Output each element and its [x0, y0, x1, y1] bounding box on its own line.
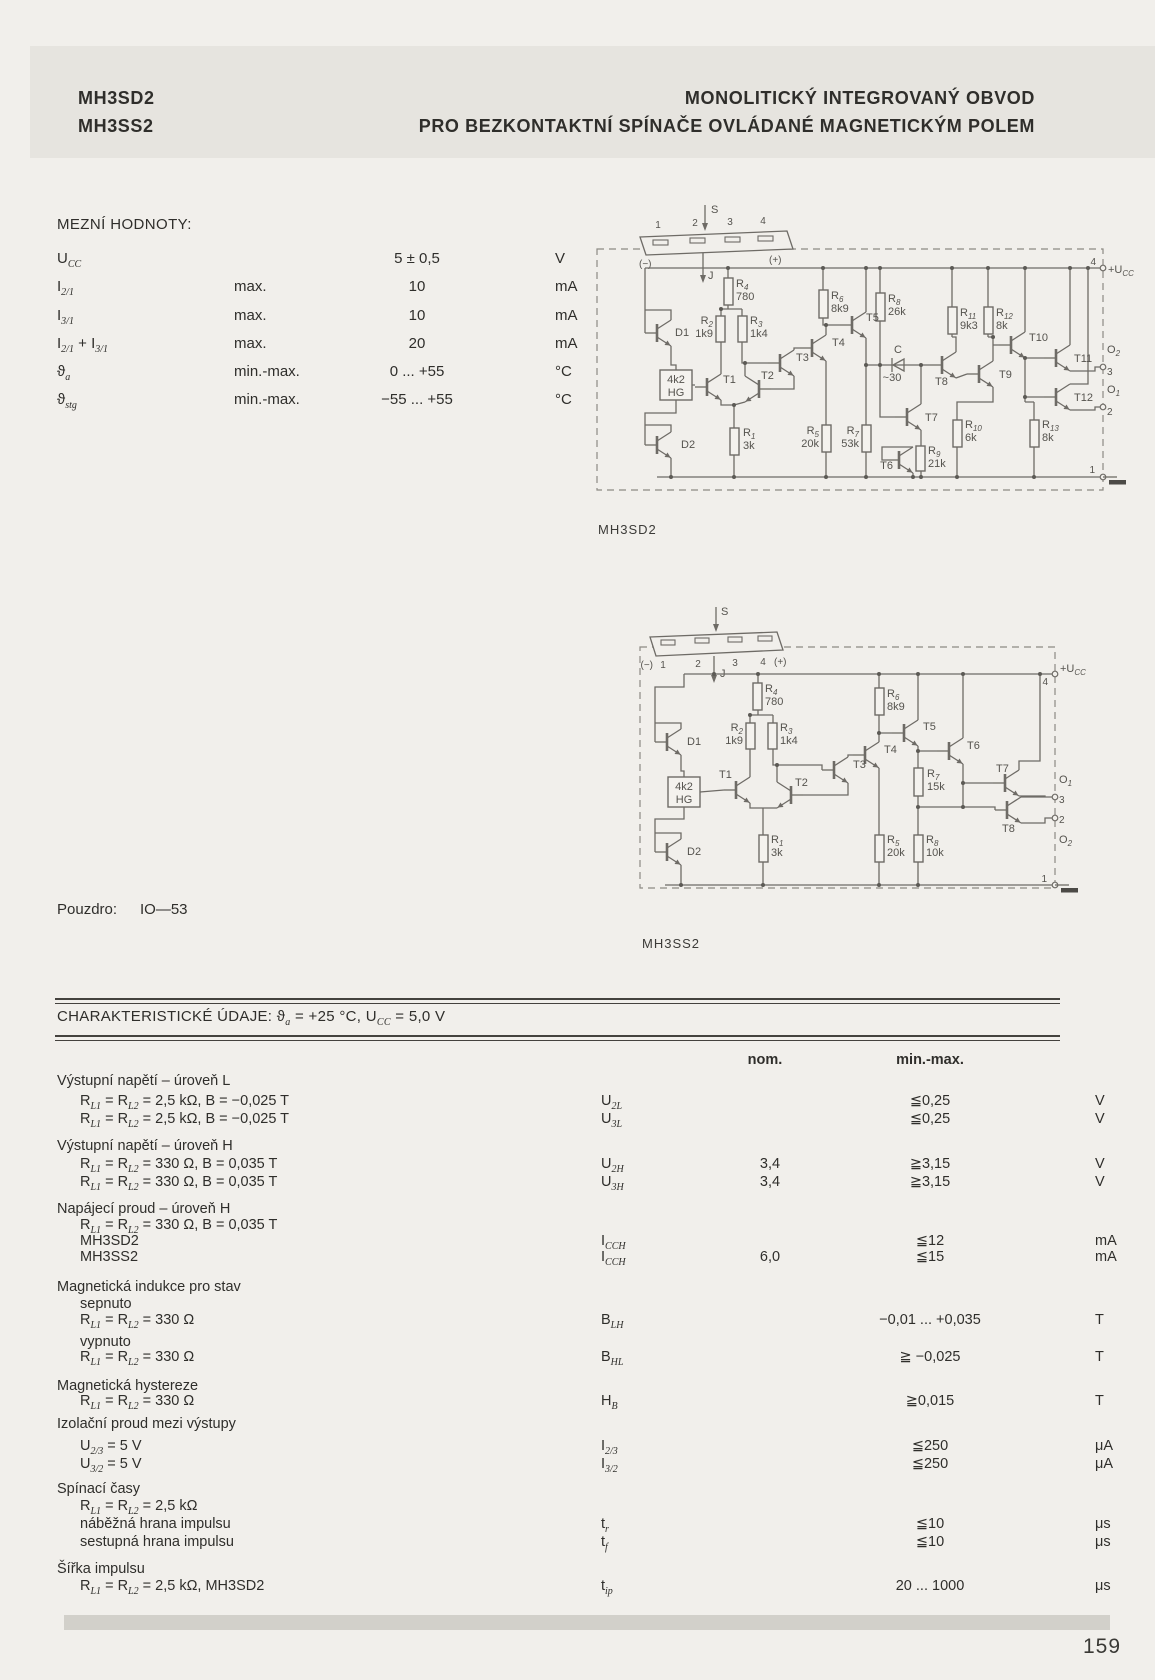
pin-number: 2	[1107, 407, 1113, 418]
table-section-heading: Izolační proud mezi výstupy	[57, 1416, 236, 1432]
resistor-value: 26k	[888, 306, 906, 318]
resistor-label: $R_8$	[888, 293, 901, 307]
unit: °C	[555, 391, 572, 408]
minmax-value: ≦250	[911, 1456, 949, 1472]
resistor-value: 21k	[928, 458, 946, 470]
minmax-value: ≦0,25	[909, 1111, 951, 1127]
condition: $U_{3/2} = 5$ V	[80, 1456, 142, 1475]
value: −55 ... +55	[381, 391, 453, 408]
resistor-label: $R_9$	[928, 445, 941, 459]
table-rule	[55, 1040, 1060, 1041]
resistor-label: $R_5$	[887, 834, 900, 848]
unit: °C	[555, 363, 572, 380]
value: 10	[408, 278, 426, 295]
circuit-wires	[655, 674, 1055, 885]
column-header-nom: nom.	[747, 1052, 783, 1068]
symbol: $H_B$	[601, 1393, 618, 1412]
condition: $R_{L1} = R_{L2} = 330$ Ω	[80, 1349, 195, 1368]
unit: V	[1095, 1111, 1105, 1127]
resistor-label: $R_3$	[750, 315, 763, 329]
resistor-label: $R_{13}$	[1042, 419, 1059, 433]
table-row	[55, 1516, 1155, 1536]
resistor-value: 53k	[841, 438, 859, 450]
title-line-2: PRO BEZKONTAKTNÍ SPÍNAČE OVLÁDANÉ MAGNETICKÝM POLEM	[418, 116, 1035, 136]
table-section-heading: Magnetická indukce pro stav	[57, 1279, 241, 1295]
capacitor-name: C	[894, 344, 902, 356]
table-condition-line: sepnuto	[80, 1296, 132, 1312]
minmax-value: ≧0,015	[905, 1393, 955, 1409]
unit: T	[1095, 1349, 1104, 1365]
transistor-label: T5	[923, 721, 936, 733]
minmax-value: ≦10	[915, 1516, 945, 1532]
table-rule	[55, 1035, 1060, 1037]
schematic-caption-ss2: MH3SS2	[642, 936, 701, 951]
condition: $R_{L1} = R_{L2} = 2,5$ kΩ, B = −0,025 T	[80, 1111, 290, 1130]
schematic-caption-sd2: MH3SD2	[598, 522, 657, 537]
characteristics-heading: CHARAKTERISTICKÉ ÚDAJE: $ϑ_a = +25$ °C, $U_{CC} = 5,0$ V	[57, 1008, 446, 1028]
minmax-value: −0,01 ... +0,035	[879, 1312, 981, 1328]
condition: $R_{L1} = R_{L2} = 330$ Ω, B = 0,035 T	[80, 1217, 278, 1236]
minmax-value: ≧ −0,025	[899, 1349, 961, 1365]
nom-value: 3,4	[759, 1174, 781, 1190]
resistor-value: 8k9	[887, 701, 905, 713]
condition: max.	[234, 278, 267, 295]
pin-number: 1	[1041, 874, 1047, 885]
unit: μs	[1095, 1578, 1111, 1594]
symbol: $I_{2/3}$	[601, 1438, 618, 1457]
transistor-label: T1	[723, 374, 736, 386]
value: 10	[408, 307, 426, 324]
resistor-label: $R_8$	[926, 834, 939, 848]
part-number-2: MH3SS2	[78, 116, 154, 136]
transistor-label: D1	[687, 736, 702, 748]
resistor-label: $R_4$	[765, 683, 778, 697]
pin-number: 3	[1059, 795, 1065, 806]
condition: sestupná hrana impulsu	[80, 1534, 234, 1550]
hall-current-label: J	[720, 668, 726, 680]
transistor-label: T11	[1074, 353, 1093, 365]
unit: mA	[1095, 1233, 1117, 1249]
pin-number: 3	[732, 658, 738, 669]
symbol: $U_{3H}$	[601, 1174, 624, 1193]
condition: MH3SS2	[80, 1249, 139, 1265]
condition: $R_{L1} = R_{L2} = 330$ Ω, B = 0,035 T	[80, 1156, 278, 1175]
part-number-1: MH3SD2	[78, 88, 155, 108]
condition: min.-max.	[234, 363, 300, 380]
resistor-label: $R_6$	[831, 290, 844, 304]
resistor-value: 20k	[887, 847, 905, 859]
condition: $R_{L1} = R_{L2} = 2,5$ kΩ, B = −0,025 T	[80, 1093, 290, 1112]
limits-heading: MEZNÍ HODNOTY:	[57, 216, 192, 233]
limits-row	[57, 391, 657, 413]
magnet-arrow-label: S	[711, 204, 719, 216]
minmax-value: ≧3,15	[909, 1174, 951, 1190]
page-title	[335, 84, 1035, 140]
table-rule	[55, 1003, 1060, 1004]
resistor-label: $R_5$	[806, 425, 819, 439]
transistor-label: T7	[996, 763, 1009, 775]
transistors	[655, 720, 1021, 865]
symbol: $t_{ip}$	[601, 1578, 613, 1597]
condition: $U_{2/3} = 5$ V	[80, 1438, 142, 1457]
pin-number: 3	[1107, 367, 1113, 378]
package-info	[57, 901, 357, 918]
hall-generator-name: HG	[667, 387, 685, 399]
transistor-label: T3	[796, 352, 809, 364]
unit: μA	[1095, 1438, 1114, 1454]
symbol: $I_{CCH}$	[601, 1233, 626, 1252]
resistor-label: $R_{12}$	[996, 307, 1013, 321]
value: 0 ... +55	[389, 363, 445, 380]
vcc-label: $+U_{CC}$	[1108, 264, 1134, 278]
table-section-heading: Napájecí proud – úroveň H	[57, 1201, 231, 1217]
symbol: $I_{3/2}$	[601, 1456, 618, 1475]
characteristics-table	[55, 1060, 1155, 1620]
value: 5 ± 0,5	[394, 250, 440, 267]
table-row	[55, 1393, 1155, 1413]
ic-pins	[1041, 663, 1086, 893]
condition: $R_{L1} = R_{L2} = 2,5$ kΩ, MH3SD2	[80, 1578, 265, 1597]
capacitor-diode	[883, 344, 904, 384]
pin-number: 4	[1042, 677, 1048, 688]
minmax-value: 20 ... 1000	[895, 1578, 965, 1594]
table-section-heading: Výstupní napětí – úroveň H	[57, 1138, 233, 1154]
condition: $R_{L1} = R_{L2} = 330$ Ω, B = 0,035 T	[80, 1174, 278, 1193]
transistor-label: T1	[719, 769, 732, 781]
value: 20	[408, 335, 426, 352]
resistor-label: $R_2$	[700, 315, 713, 329]
parameter: $I_{2/1} + I_{3/1}$	[57, 335, 109, 355]
transistor-label: D2	[687, 846, 702, 858]
pin-number: 2	[692, 218, 698, 229]
hall-generator-value: 4k2	[675, 781, 693, 793]
symbol: $B_{LH}$	[601, 1312, 624, 1331]
resistor-value: 20k	[801, 438, 819, 450]
unit: μA	[1095, 1456, 1114, 1472]
package-symbol	[641, 606, 787, 683]
transistor-label: T8	[935, 376, 948, 388]
resistor-value: 780	[736, 291, 755, 303]
pin-number: 1	[655, 220, 661, 231]
unit: V	[1095, 1156, 1105, 1172]
symbol: $U_{3L}$	[601, 1111, 623, 1130]
absolute-maximum-ratings	[57, 216, 657, 416]
resistor-value: 8k	[996, 320, 1008, 332]
transistor-label: T6	[967, 740, 980, 752]
symbol: $t_r$	[601, 1516, 609, 1535]
resistor-value: 15k	[927, 781, 945, 793]
resistor-label: $R_2$	[730, 722, 743, 736]
resistor-label: $R_4$	[736, 278, 749, 292]
resistor-label: $R_{10}$	[965, 419, 982, 433]
transistor-label: T2	[795, 777, 808, 789]
page-number: 159	[1083, 1635, 1122, 1658]
resistor-value: 780	[765, 696, 784, 708]
unit: V	[1095, 1093, 1105, 1109]
transistor-label: T8	[1002, 823, 1015, 835]
transistor-label: T5	[866, 312, 879, 324]
transistor-label: D2	[681, 439, 696, 451]
resistor-label: $R_6$	[887, 688, 900, 702]
output-label: $O_1$	[1059, 774, 1073, 788]
unit: T	[1095, 1393, 1104, 1409]
output-label: $O_2$	[1059, 834, 1073, 848]
package-label: Pouzdro:	[57, 901, 118, 918]
table-row	[55, 1438, 1155, 1458]
hall-generator-name: HG	[675, 794, 693, 806]
pin-number: 1	[660, 660, 666, 671]
parameter: $U_{CC}$	[57, 250, 82, 270]
table-section-heading: Výstupní napětí – úroveň L	[57, 1073, 231, 1089]
magnet-arrow-label: S	[721, 606, 729, 618]
table-row	[55, 1578, 1155, 1598]
minmax-value: ≦0,25	[909, 1093, 951, 1109]
mh3ss2-schematic	[595, 575, 1140, 895]
condition: $R_{L1} = R_{L2} = 2,5$ kΩ	[80, 1498, 198, 1517]
table-row	[55, 1456, 1155, 1476]
transistor-label: T12	[1074, 392, 1093, 404]
condition: $R_{L1} = R_{L2} = 330$ Ω	[80, 1312, 195, 1331]
table-row	[55, 1093, 1155, 1113]
pin-number: 4	[760, 657, 766, 668]
parameter: $ϑ_a$	[57, 363, 71, 383]
table-condition-line	[55, 1498, 1155, 1518]
resistor-value: 1k4	[750, 328, 768, 340]
table-row	[55, 1249, 1155, 1269]
resistor-label: $R_3$	[780, 722, 793, 736]
resistor-value: 1k4	[780, 735, 798, 747]
column-header-minmax: min.-max.	[896, 1052, 964, 1068]
table-row	[55, 1174, 1155, 1194]
pin-number: 4	[760, 216, 766, 227]
unit: mA	[555, 335, 578, 352]
transistor-label: T3	[853, 759, 866, 771]
condition: MH3SD2	[80, 1233, 139, 1249]
condition: $R_{L1} = R_{L2} = 330$ Ω	[80, 1393, 195, 1412]
table-condition-line: vypnuto	[80, 1334, 131, 1350]
table-row	[55, 1534, 1155, 1554]
resistor-value: 8k9	[831, 303, 849, 315]
pin-number: 2	[1059, 815, 1065, 826]
limits-row	[57, 250, 657, 272]
junction-dots	[679, 672, 1042, 887]
parameter: $I_{3/1}$	[57, 307, 74, 327]
symbol: $t_f$	[601, 1534, 608, 1553]
resistor-value: 9k3	[960, 320, 978, 332]
parameter: $I_{2/1}$	[57, 278, 74, 298]
limits-row	[57, 363, 657, 385]
unit: mA	[555, 307, 578, 324]
transistor-label: T2	[761, 370, 774, 382]
resistor-value: 1k9	[695, 328, 713, 340]
plus-terminal: (+)	[769, 255, 782, 266]
transistor-label: T9	[999, 369, 1012, 381]
condition: max.	[234, 307, 267, 324]
table-section-heading: Magnetická hystereze	[57, 1378, 199, 1394]
resistor-value: 1k9	[725, 735, 743, 747]
vcc-label: $+U_{CC}$	[1060, 663, 1086, 677]
hall-generator	[668, 777, 700, 807]
title-line-1: MONOLITICKÝ INTEGROVANÝ OBVOD	[684, 88, 1035, 108]
resistor-label: $R_1$	[771, 834, 784, 848]
pin-number: 1	[1089, 465, 1095, 476]
pin-number: 2	[695, 659, 701, 670]
unit: μs	[1095, 1534, 1111, 1550]
resistor-value: 8k	[1042, 432, 1054, 444]
symbol: $I_{CCH}$	[601, 1249, 626, 1268]
unit: μs	[1095, 1516, 1111, 1532]
minmax-value: ≦12	[915, 1233, 945, 1249]
minmax-value: ≦250	[911, 1438, 949, 1454]
ic-boundary	[640, 647, 1055, 888]
hall-current-label: J	[708, 270, 714, 282]
table-row	[55, 1312, 1155, 1332]
minmax-value: ≧3,15	[909, 1156, 951, 1172]
table-rule	[55, 998, 1060, 1000]
table-row	[55, 1111, 1155, 1131]
minmax-value: ≦10	[915, 1534, 945, 1550]
hall-generator	[660, 370, 692, 400]
symbol: $U_{2L}$	[601, 1093, 623, 1112]
resistor-value: 6k	[965, 432, 977, 444]
condition: max.	[234, 335, 267, 352]
limits-row	[57, 335, 657, 357]
part-numbers	[78, 84, 155, 140]
nom-value: 6,0	[759, 1249, 781, 1265]
parameter: $ϑ_{stg}$	[57, 391, 77, 411]
minus-terminal: (−)	[639, 259, 652, 270]
unit: V	[1095, 1174, 1105, 1190]
unit: mA	[555, 278, 578, 295]
hall-generator-value: 4k2	[667, 374, 685, 386]
pin-number: 3	[727, 217, 733, 228]
resistor-value: 3k	[743, 440, 755, 452]
pin-number: 4	[1090, 257, 1096, 268]
resistor-label: $R_{11}$	[960, 307, 977, 321]
table-section-heading: Šířka impulsu	[57, 1561, 145, 1577]
unit: T	[1095, 1312, 1104, 1328]
table-section-heading: Spínací časy	[57, 1481, 141, 1497]
plus-terminal: (+)	[774, 657, 787, 668]
limits-row	[57, 278, 657, 300]
resistor-value: 10k	[926, 847, 944, 859]
condition: min.-max.	[234, 391, 300, 408]
transistor-label: D1	[675, 327, 690, 339]
transistor-label: T10	[1029, 332, 1048, 344]
transistor-label: T6	[880, 460, 893, 472]
table-row	[55, 1156, 1155, 1176]
capacitor-value: ~30	[882, 372, 902, 384]
unit: V	[555, 250, 566, 267]
output-label: $O_1$	[1107, 384, 1121, 398]
resistor-label: $R_7$	[927, 768, 940, 782]
package-value: IO—53	[140, 901, 188, 918]
symbol: $U_{2H}$	[601, 1156, 624, 1175]
transistor-label: T7	[925, 412, 938, 424]
minmax-value: ≦15	[915, 1249, 945, 1265]
output-label: $O_2$	[1107, 344, 1121, 358]
ic-pins	[1089, 257, 1134, 485]
package-symbol	[639, 204, 793, 283]
unit: mA	[1095, 1249, 1117, 1265]
limits-row	[57, 307, 657, 329]
transistor-label: T4	[884, 744, 897, 756]
resistor-value: 3k	[771, 847, 783, 859]
symbol: $B_{HL}$	[601, 1349, 624, 1368]
resistor-label: $R_7$	[846, 425, 859, 439]
mh3sd2-schematic	[595, 195, 1140, 505]
nom-value: 3,4	[759, 1156, 781, 1172]
table-row	[55, 1349, 1155, 1369]
resistor-label: $R_1$	[743, 427, 756, 441]
transistor-label: T4	[832, 337, 845, 349]
minus-terminal: (−)	[640, 660, 653, 671]
condition: náběžná hrana impulsu	[80, 1516, 231, 1532]
